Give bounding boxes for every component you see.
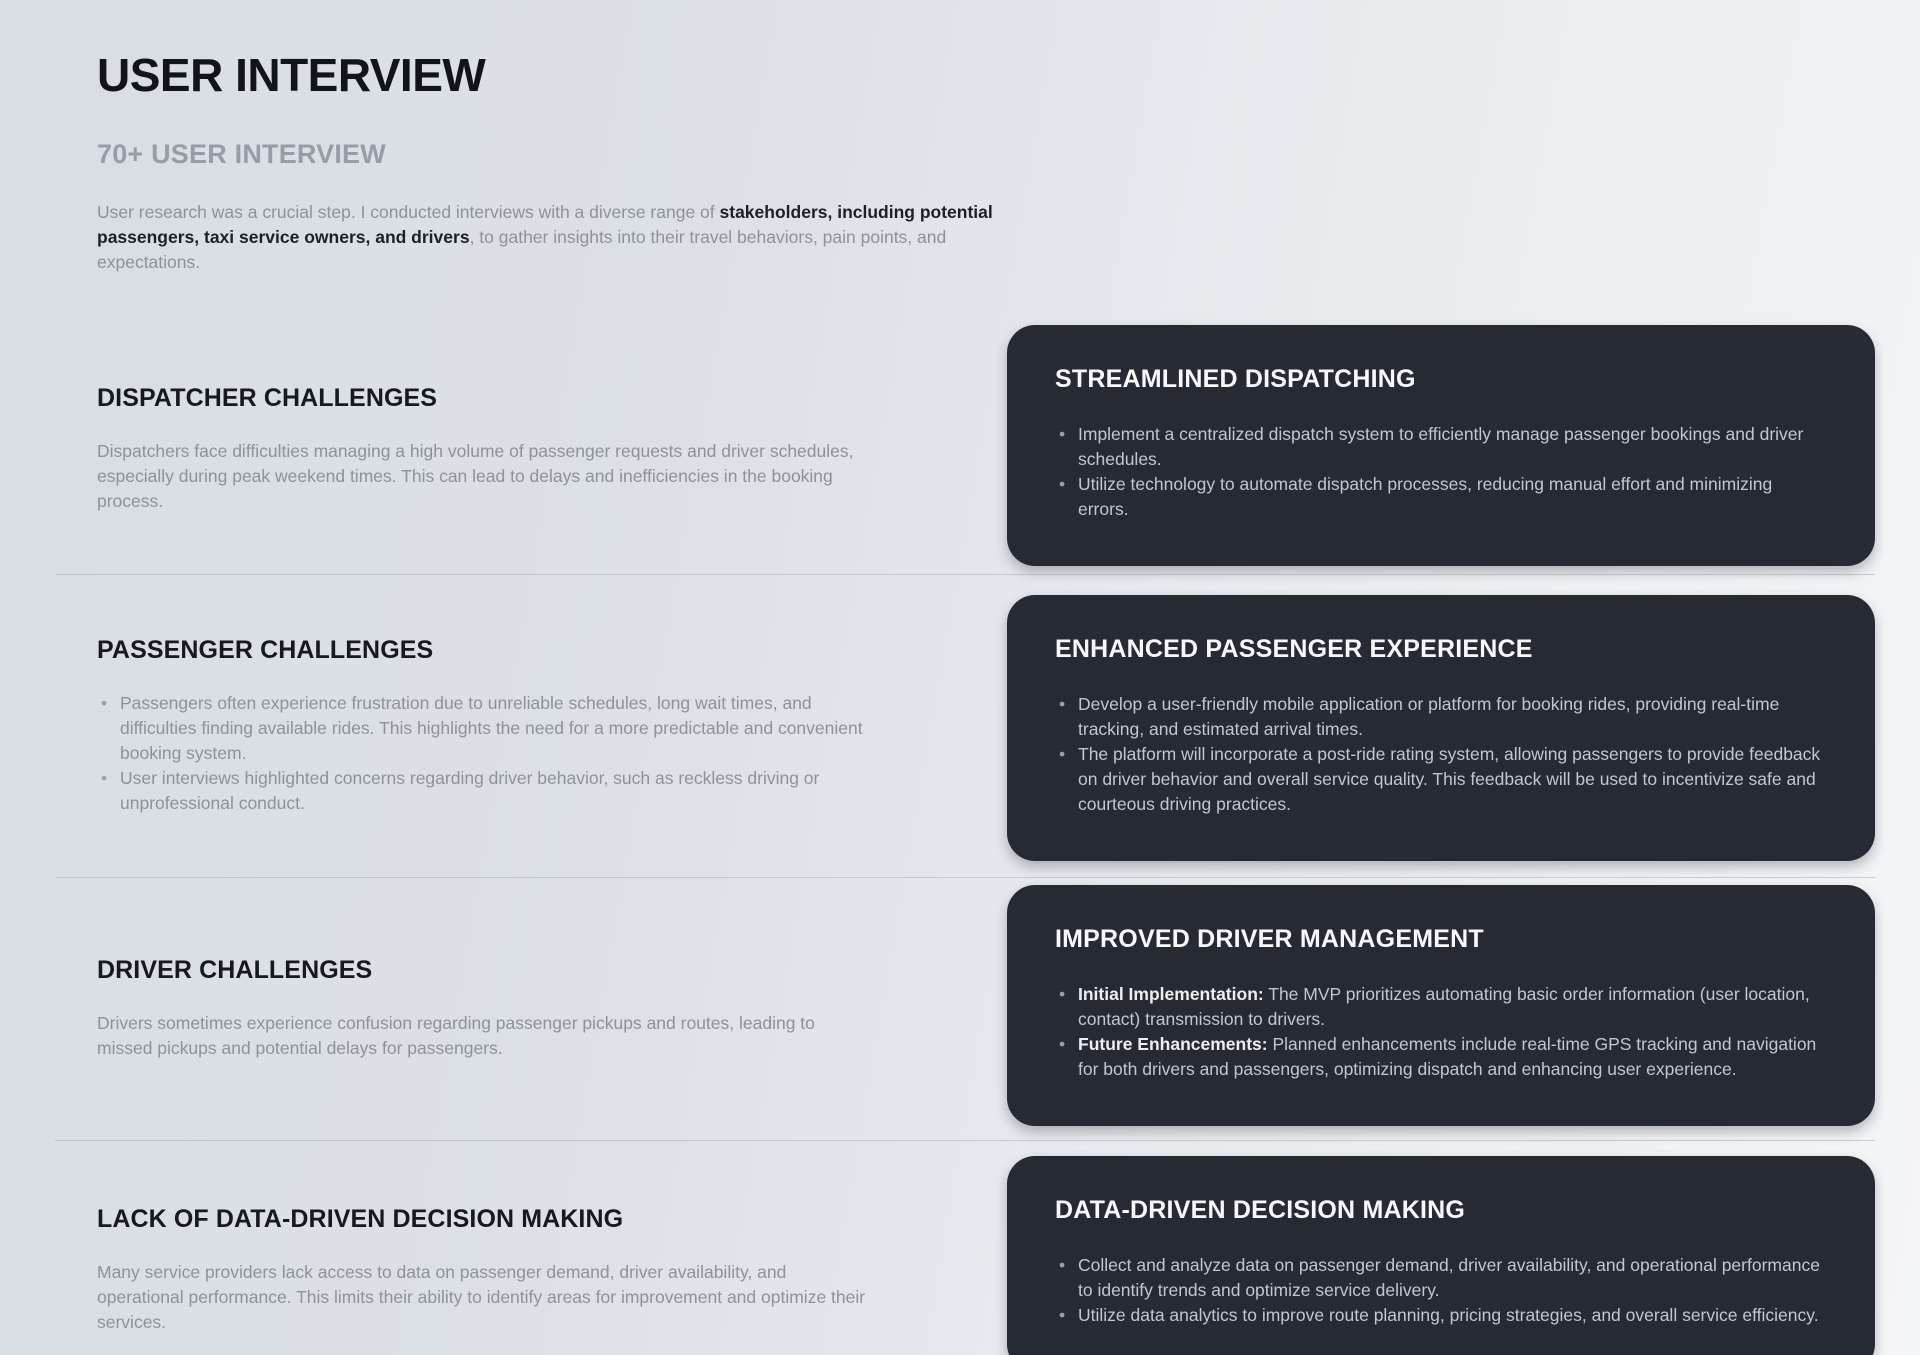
challenge-title: LACK OF DATA-DRIVEN DECISION MAKING xyxy=(97,1204,624,1233)
challenge-driver xyxy=(55,946,1007,1071)
solution-bullet-list xyxy=(1055,422,1825,522)
challenge-text: Many service providers lack access to data on passenger demand, driver availability, and operational performance. This limits their ability to identify areas for improvement and optimize their services. xyxy=(97,1261,866,1332)
solution-title: STREAMLINED DISPATCHING xyxy=(1055,364,1416,393)
challenge-dispatcher xyxy=(55,374,1007,524)
intro-text-after: , to gather insights into their travel behaviors, pain points, and expectations. xyxy=(97,226,947,272)
challenge-bullet: • User interviews highlighted concerns regarding driver behavior, such as reckless driving or unprofessional conduct. xyxy=(97,766,880,816)
solution-title: DATA-DRIVEN DECISION MAKING xyxy=(1055,1196,1466,1225)
solution-bullet: • Utilize data analytics to improve route planning, pricing strategies, and overall service efficiency. xyxy=(1055,1303,1825,1328)
solution-card-improved-driver-management xyxy=(1007,885,1875,1126)
solution-bullet: • The platform will incorporate a post-ride rating system, allowing passengers to provide feedback on driver behavior and overall service quality. This feedback will be used to incentivize safe and courteous driving practices. xyxy=(1055,742,1825,817)
solution-card-data-driven-decision-making xyxy=(1007,1156,1875,1355)
challenge-solution-rows xyxy=(55,325,1875,1355)
solution-bullet: • Utilize technology to automate dispatch processes, reducing manual effort and minimizing errors. xyxy=(1055,472,1825,522)
solution-card-enhanced-passenger-experience xyxy=(1007,595,1875,861)
solution-bullet-list xyxy=(1055,692,1825,817)
solution-bullet: • Future Enhancements: Planned enhancements include real-time GPS tracking and navigation for both drivers and passengers, optimizing dispatch and enhancing user experience. xyxy=(1055,1032,1825,1082)
solution-bullet: • Collect and analyze data on passenger demand, driver availability, and operational performance to identify trends and optimize service delivery. xyxy=(1055,1253,1825,1303)
challenge-data-driven xyxy=(55,1195,1007,1345)
intro-text-before: User research was a crucial step. I conducted interviews with a diverse range of xyxy=(97,201,720,222)
page-header xyxy=(0,0,1920,275)
solution-bullet: • Initial Implementation: The MVP prioritizes automating basic order information (user location, contact) transmission to drivers. xyxy=(1055,982,1825,1032)
page-title: USER INTERVIEW xyxy=(97,49,486,101)
solution-bullet-list xyxy=(1055,982,1825,1082)
challenge-title: PASSENGER CHALLENGES xyxy=(97,635,434,664)
intro-paragraph xyxy=(97,200,997,275)
challenge-passenger xyxy=(55,626,1007,826)
row-dispatcher xyxy=(55,325,1875,575)
challenge-title: DISPATCHER CHALLENGES xyxy=(97,384,438,413)
solution-bullet-list xyxy=(1055,1253,1825,1328)
solution-card-streamlined-dispatching xyxy=(1007,325,1875,566)
solution-bullet: • Develop a user-friendly mobile application or platform for booking rides, providing real-time tracking, and estimated arrival times. xyxy=(1055,692,1825,742)
intro-text-bold: stakeholders, including potential passengers, taxi service owners, and drivers xyxy=(97,201,993,247)
challenge-title: DRIVER CHALLENGES xyxy=(97,956,373,985)
challenge-bullet: • Passengers often experience frustration due to unreliable schedules, long wait times, and difficulties finding available rides. This highlights the need for a more predictable and convenient booking system. xyxy=(97,691,880,766)
solution-bullet: • Implement a centralized dispatch system to efficiently manage passenger bookings and driver schedules. xyxy=(1055,422,1825,472)
row-data-driven xyxy=(55,1141,1875,1355)
row-passenger xyxy=(55,575,1875,878)
row-driver xyxy=(55,878,1875,1141)
solution-title: IMPROVED DRIVER MANAGEMENT xyxy=(1055,925,1484,954)
solution-title: ENHANCED PASSENGER EXPERIENCE xyxy=(1055,634,1533,663)
challenge-text: Drivers sometimes experience confusion regarding passenger pickups and routes, leading to missed pickups and potential delays for passengers. xyxy=(97,1013,815,1059)
challenge-text: Dispatchers face difficulties managing a high volume of passenger requests and driver schedules, especially during peak weekend times. This can lead to delays and inefficiencies in the booking process. xyxy=(97,441,854,512)
page-subtitle: 70+ USER INTERVIEW xyxy=(97,138,386,169)
challenge-bullet-list xyxy=(97,691,897,816)
